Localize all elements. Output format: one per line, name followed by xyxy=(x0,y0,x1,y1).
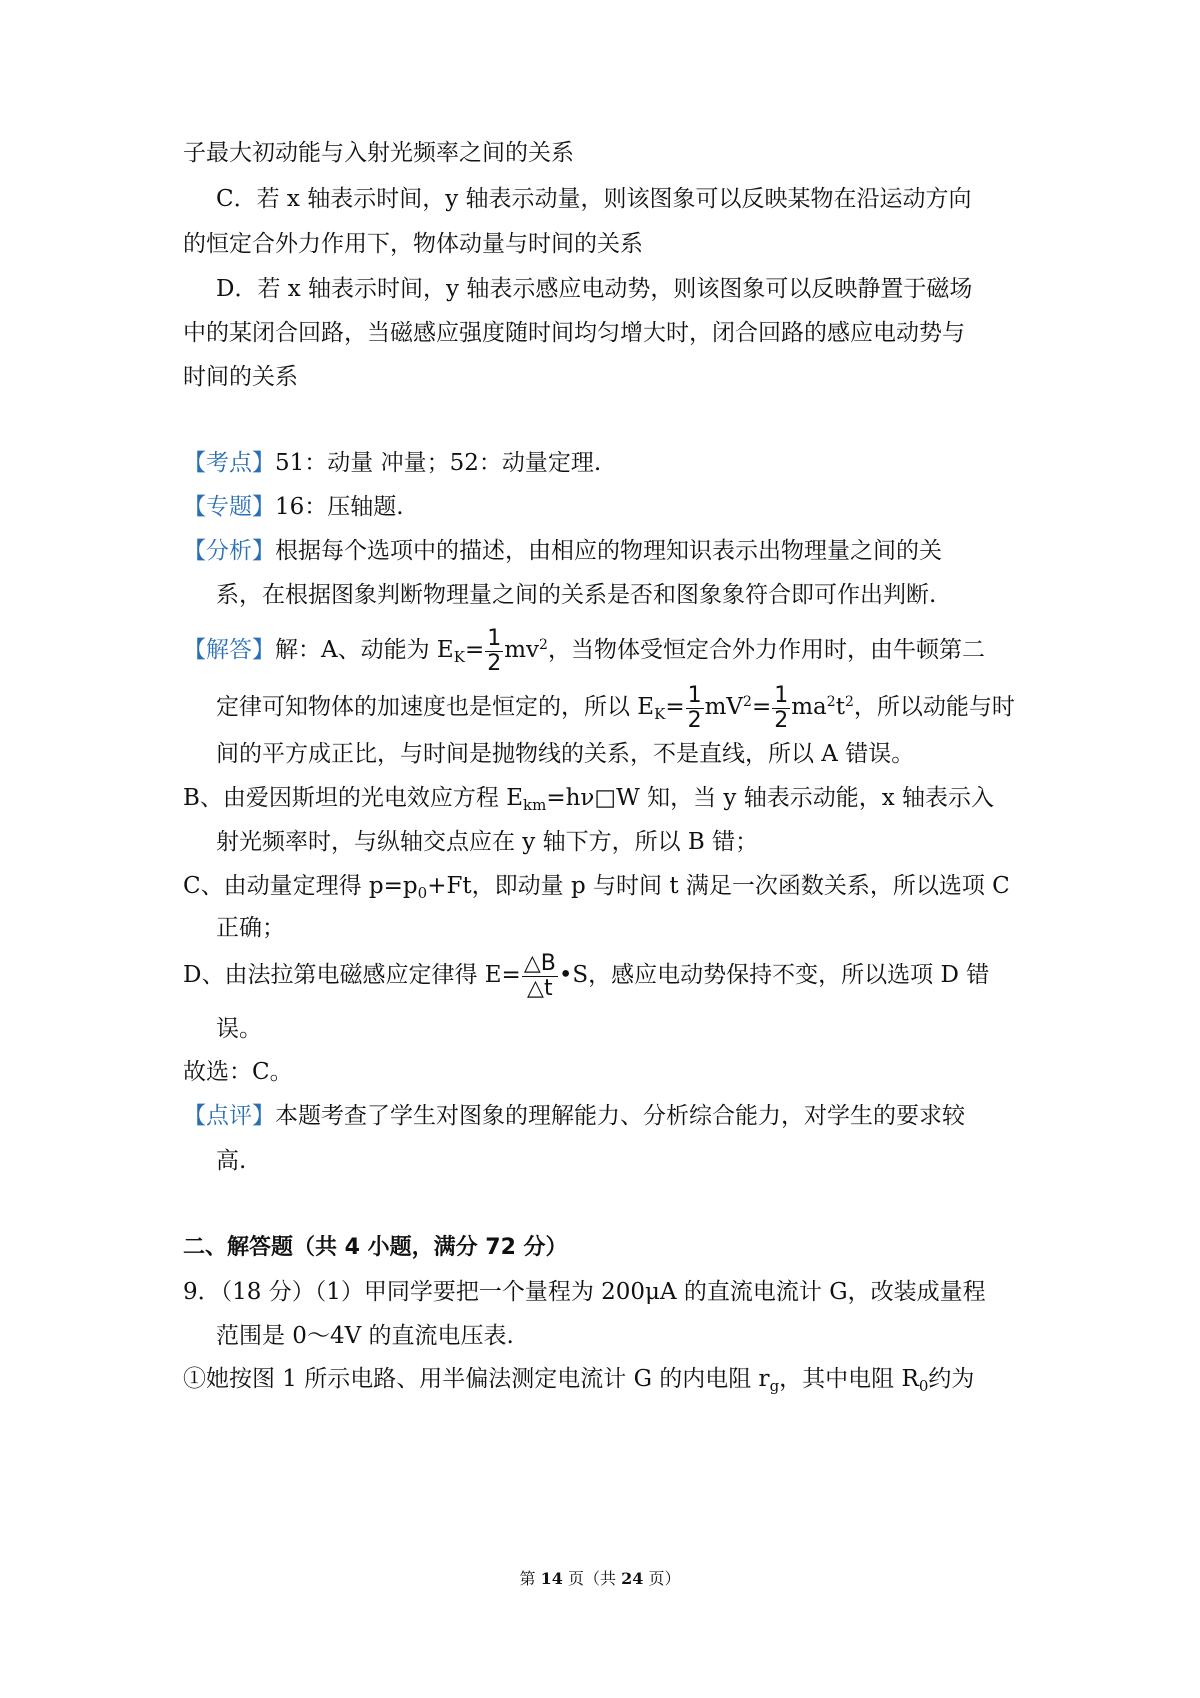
equals-sign: = xyxy=(751,694,772,720)
option-c-pre: C、由动量定理得 p=p xyxy=(183,873,418,899)
option-d-ans-line-2: 误。 xyxy=(216,1016,262,1042)
option-b-pre: B、由爱因斯坦的光电效应方程 E xyxy=(183,785,524,811)
p0-subscript: 0 xyxy=(417,884,428,902)
dianping-text-1: 本题考查了学生对图象的理解能力、分析综合能力，对学生的要求较 xyxy=(275,1103,965,1129)
fenxi-line-1 xyxy=(183,536,942,566)
option-d-post: •S，感应电动势保持不变，所以选项 D 错 xyxy=(558,962,990,988)
superscript: 2 xyxy=(539,637,548,653)
fraction-denominator: 2 xyxy=(687,707,702,733)
r0-subscript: 0 xyxy=(918,1377,929,1395)
question-9-line-3 xyxy=(183,1364,974,1401)
q9-l3-mid: ，其中电阻 R xyxy=(779,1366,919,1392)
dianping-line-2: 高. xyxy=(216,1148,247,1174)
jieda-a2-post: ，所以动能与时 xyxy=(853,694,1015,720)
mv-term: mV xyxy=(704,694,744,720)
zhuanti-text: 16：压轴题. xyxy=(275,494,404,520)
section-heading: 二、解答题（共 4 小题，满分 72 分） xyxy=(183,1235,568,1260)
question-9-line-2: 范围是 0～4V 的直流电压表. xyxy=(216,1323,514,1349)
footer-pre: 第 xyxy=(519,1569,541,1588)
kaodian-line xyxy=(183,448,601,478)
fenxi-line-2: 系，在根据图象判断物理量之间的关系是否和图象象符合即可作出判断. xyxy=(216,582,937,608)
fraction-delta-b-over-delta-t xyxy=(522,952,558,1001)
kaodian-tag: 【考点】 xyxy=(183,450,275,476)
fraction-numerator: 1 xyxy=(774,682,789,708)
fenxi-text-1: 根据每个选项中的描述，由相应的物理知识表示出物理量之间的关 xyxy=(275,538,942,564)
superscript: 2 xyxy=(743,694,752,710)
option-d-ans-line-1 xyxy=(183,950,989,1001)
equals-sign: = xyxy=(665,694,685,720)
option-b-line-1 xyxy=(183,783,994,820)
option-c-ans-line-1 xyxy=(183,871,1010,908)
question-9-line-1: 9．（18 分）（1）甲同学要把一个量程为 200μA 的直流电流计 G，改装成量程 xyxy=(183,1279,986,1305)
fraction-half xyxy=(772,684,790,733)
line-1: 子最大初动能与入射光频率之间的关系 xyxy=(183,140,574,166)
jieda-line-3: 间的平方成正比，与时间是抛物线的关系，不是直线，所以 A 错误。 xyxy=(216,741,915,767)
ma-term: ma xyxy=(791,694,827,720)
jieda-line-1 xyxy=(183,620,985,682)
dianping-tag: 【点评】 xyxy=(183,1103,275,1129)
fenxi-tag: 【分析】 xyxy=(183,538,275,564)
t-term: t xyxy=(835,694,845,720)
page-total: 24 xyxy=(621,1569,644,1588)
option-d-line-2: 中的某闭合回路，当磁感应强度随时间均匀增大时，闭合回路的感应电动势与 xyxy=(183,320,965,346)
page-footer xyxy=(0,1568,1200,1590)
ek-subscript: K xyxy=(453,648,465,666)
fraction-denominator: △t xyxy=(527,975,553,1001)
rg-subscript: g xyxy=(769,1377,780,1395)
q9-l3-pre: ①她按图 1 所示电路、用半偏法测定电流计 G 的内电阻 r xyxy=(183,1366,770,1392)
option-d-line-3: 时间的关系 xyxy=(183,364,298,390)
superscript: 2 xyxy=(826,694,836,710)
superscript: 2 xyxy=(844,694,854,710)
fraction-numerator: 1 xyxy=(487,625,502,651)
zhuanti-tag: 【专题】 xyxy=(183,494,275,520)
page-number: 14 xyxy=(540,1569,563,1588)
option-b-post: =hν□W 知，当 y 轴表示动能，x 轴表示入 xyxy=(546,785,994,811)
fraction-denominator: 2 xyxy=(487,650,502,676)
equals-sign: = xyxy=(464,637,485,663)
zhuanti-line xyxy=(183,492,404,522)
ekm-subscript: km xyxy=(523,796,547,814)
option-c-line-1: C．若 x 轴表示时间，y 轴表示动量，则该图象可以反映某物在沿运动方向 xyxy=(216,186,972,212)
jieda-a1-pre: 解：A、动能为 E xyxy=(275,637,454,663)
option-c-ans-line-2: 正确； xyxy=(216,915,285,941)
fraction-half xyxy=(686,684,704,733)
option-b-line-2: 射光频率时，与纵轴交点应在 y 轴下方，所以 B 错； xyxy=(216,829,759,855)
jieda-a2-pre: 定律可知物体的加速度也是恒定的，所以 E xyxy=(216,694,655,720)
jieda-tag: 【解答】 xyxy=(183,637,275,663)
mv-term: mv xyxy=(504,637,540,663)
option-d-pre: D、由法拉第电磁感应定律得 E= xyxy=(183,962,521,988)
kaodian-text: 51：动量 冲量；52：动量定理. xyxy=(275,450,602,476)
dianping-line-1 xyxy=(183,1101,965,1131)
answer-choice: 故选：C。 xyxy=(183,1059,293,1085)
jieda-line-2 xyxy=(216,677,1015,739)
option-c-line-2: 的恒定合外力作用下，物体动量与时间的关系 xyxy=(183,231,643,257)
fraction-half xyxy=(485,627,503,676)
fraction-denominator: 2 xyxy=(774,707,789,733)
fraction-numerator: △B xyxy=(523,950,556,976)
jieda-a1-post: ，当物体受恒定合外力作用时，由牛顿第二 xyxy=(547,637,985,663)
footer-mid: 页（共 xyxy=(562,1569,622,1588)
option-d-line-1: D．若 x 轴表示时间，y 轴表示感应电动势，则该图象可以反映静置于磁场 xyxy=(216,276,973,302)
fraction-numerator: 1 xyxy=(687,682,702,708)
q9-l3-post: 约为 xyxy=(928,1366,975,1392)
ek-subscript: K xyxy=(654,705,666,723)
option-c-post: +Ft，即动量 p 与时间 t 满足一次函数关系，所以选项 C xyxy=(427,873,1010,899)
footer-post: 页） xyxy=(643,1569,681,1588)
